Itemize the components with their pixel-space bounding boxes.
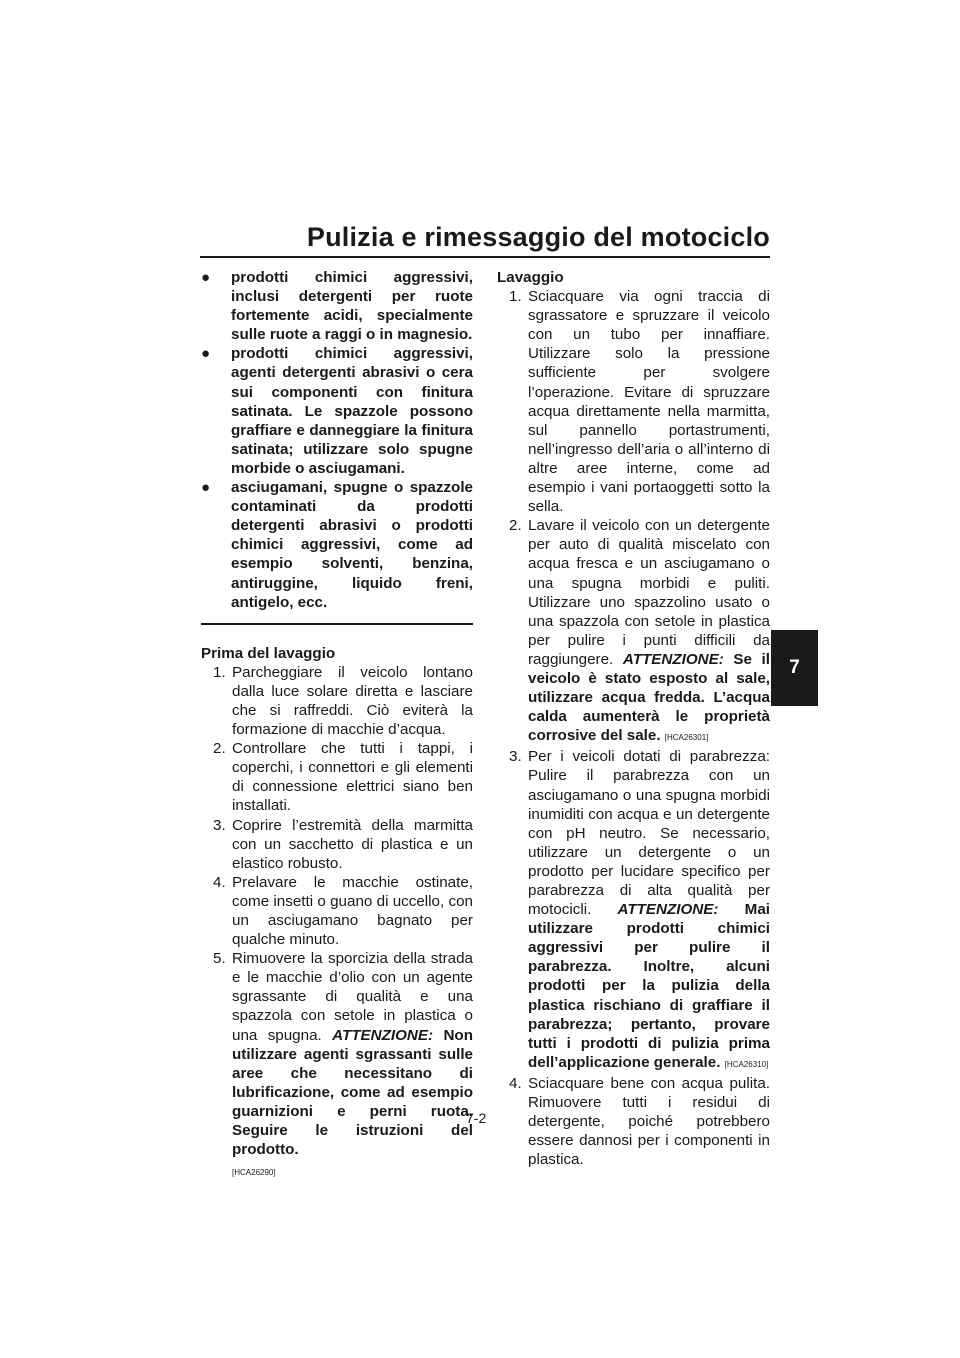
step-number: 3. — [213, 816, 226, 834]
left-column — [201, 268, 473, 1182]
warning-end-rule — [201, 623, 473, 625]
step-number: 2. — [213, 740, 226, 758]
header-rule — [200, 256, 770, 258]
step-number: 1. — [213, 663, 226, 681]
caution-text: Se il veicolo è stato esposto al sale, utilizzare acqua fredda. L’acqua calda aumenterà le proprietà corrosive del sale. — [528, 650, 770, 745]
step-text: Sciacquare bene con acqua pulita. Rimuovere tutti i residui di detergente, poiché potrebbero essere dannosi per i componenti in plastica. — [528, 1074, 770, 1169]
step-text: Controllare che tutti i tappi, i coperchi, i connettori e gli elementi di connessione elettrici siano ben installati. — [232, 740, 473, 815]
step-item — [201, 949, 473, 1182]
step-number: 3. — [509, 748, 522, 766]
step-item — [201, 739, 473, 815]
step-text: Per i veicoli dotati di parabrezza: Pulire il parabrezza con un asciugamano o una spugna morbidi inumiditi con acqua e un detergente con pH neutro. Se necessario, utilizzare un detergente o un prodotto per lucidare specifico per parabrezza di alta qualità per motocicli. — [528, 748, 770, 919]
warning-bullet — [201, 268, 473, 344]
step-number: 4. — [509, 1074, 522, 1092]
bullet-icon: ● — [201, 269, 211, 286]
step-item — [201, 873, 473, 949]
caution-text: Mai utilizzare prodotti chimici aggressivi per pulire il parabrezza. Inoltre, alcuni prodotti per la pulizia della plastica rischiano di graffiare il parabrezza; pertanto, provare tutti i prodotti di pulizia prima dell’applicazione generale. — [528, 901, 770, 1071]
step-item — [497, 1074, 770, 1169]
chapter-tab[interactable]: 7 — [771, 630, 818, 706]
warning-bullet — [201, 344, 473, 478]
before-washing-steps — [201, 663, 473, 1183]
step-text: Lavare il veicolo con un detergente per auto di qualità miscelato con acqua fresca e un asciugamano o una spugna morbidi e puliti. Utilizzare uno spazzolino usato o una spazzola con setole in plastica per pulire i punti difficili da raggiungere. — [528, 517, 770, 668]
step-item — [201, 816, 473, 873]
washing-steps — [497, 287, 770, 1169]
step-item — [497, 287, 770, 516]
reference-code: [HCA26301] — [664, 733, 709, 743]
warning-bullet-text: prodotti chimici aggressivi, inclusi detergenti per ruote fortemente acidi, specialmente sulle ruote a raggi o in magnesio. — [231, 269, 473, 344]
step-item — [201, 663, 473, 739]
bullet-icon: ● — [201, 345, 211, 363]
step-item — [497, 747, 770, 1074]
caution-label: ATTENZIONE: — [622, 650, 724, 668]
bullet-icon: ● — [201, 479, 211, 497]
step-number: 5. — [213, 950, 226, 968]
right-column — [497, 268, 770, 1169]
warning-bullet-text: prodotti chimici aggressivi, agenti detergenti abrasivi o cera sui componenti con finitura satinata. Le spazzole possono graffiare e danneggiare la finitura satinata; utilizzare solo spugne morbide o asciugamani. — [231, 345, 473, 477]
step-text: Rimuovere la sporcizia della strada e le macchie d’olio con un agente sgrassante di qualità e una spazzola con setole in plastica o una spugna. — [232, 950, 473, 1044]
section-heading-washing: Lavaggio — [497, 269, 564, 286]
warning-bullet-list — [201, 268, 473, 612]
reference-code: [HCA26290] — [232, 1168, 276, 1178]
step-item — [497, 516, 770, 747]
step-text: Coprire l’estremità della marmitta con un sacchetto di plastica e un elastico robusto. — [232, 816, 473, 872]
reference-code: [HCA26310] — [724, 1059, 769, 1069]
caution-label: ATTENZIONE: — [332, 1026, 434, 1044]
step-number: 4. — [213, 873, 226, 891]
step-text: Prelavare le macchie ostinate, come insetti o guano di uccello, con un asciugamano bagnato per qualche minuto. — [232, 873, 473, 949]
caution-text: Non utilizzare agenti sgrassanti sulle aree che necessitano di lubrificazione, come ad esempio guarnizioni e perni ruota. Seguire le istruzioni del prodotto. — [232, 1026, 473, 1159]
warning-bullet — [201, 478, 473, 612]
step-number: 2. — [509, 517, 522, 535]
page-title: Pulizia e rimessaggio del motociclo — [306, 222, 770, 252]
warning-bullet-text: asciugamani, spugne o spazzole contaminati da prodotti detergenti abrasivi o prodotti chimici aggressivi, come ad esempio solventi, benzina, antiruggine, liquido freni, antigelo, ecc. — [231, 479, 473, 611]
caution-label: ATTENZIONE: — [617, 901, 719, 919]
page-number: 7-2 — [466, 1110, 487, 1126]
step-number: 1. — [509, 288, 522, 306]
step-text: Parcheggiare il veicolo lontano dalla luce solare diretta e lasciare che si raffreddi. Ciò eviterà la formazione di macchie d’acqua. — [232, 663, 473, 739]
step-text: Sciacquare via ogni traccia di sgrassatore e spruzzare il veicolo con un tubo per innaffiare. Utilizzare solo la pressione sufficiente per svolgere l’operazione. Evitare di spruzzare acqua direttamente nella marmitta, sul pannello portastrumenti, nell’ingresso dell’aria o all’interno di altre aree interne, come ad esempio i vani portaoggetti sotto la sella. — [528, 288, 770, 516]
section-heading-before-washing: Prima del lavaggio — [201, 644, 336, 662]
